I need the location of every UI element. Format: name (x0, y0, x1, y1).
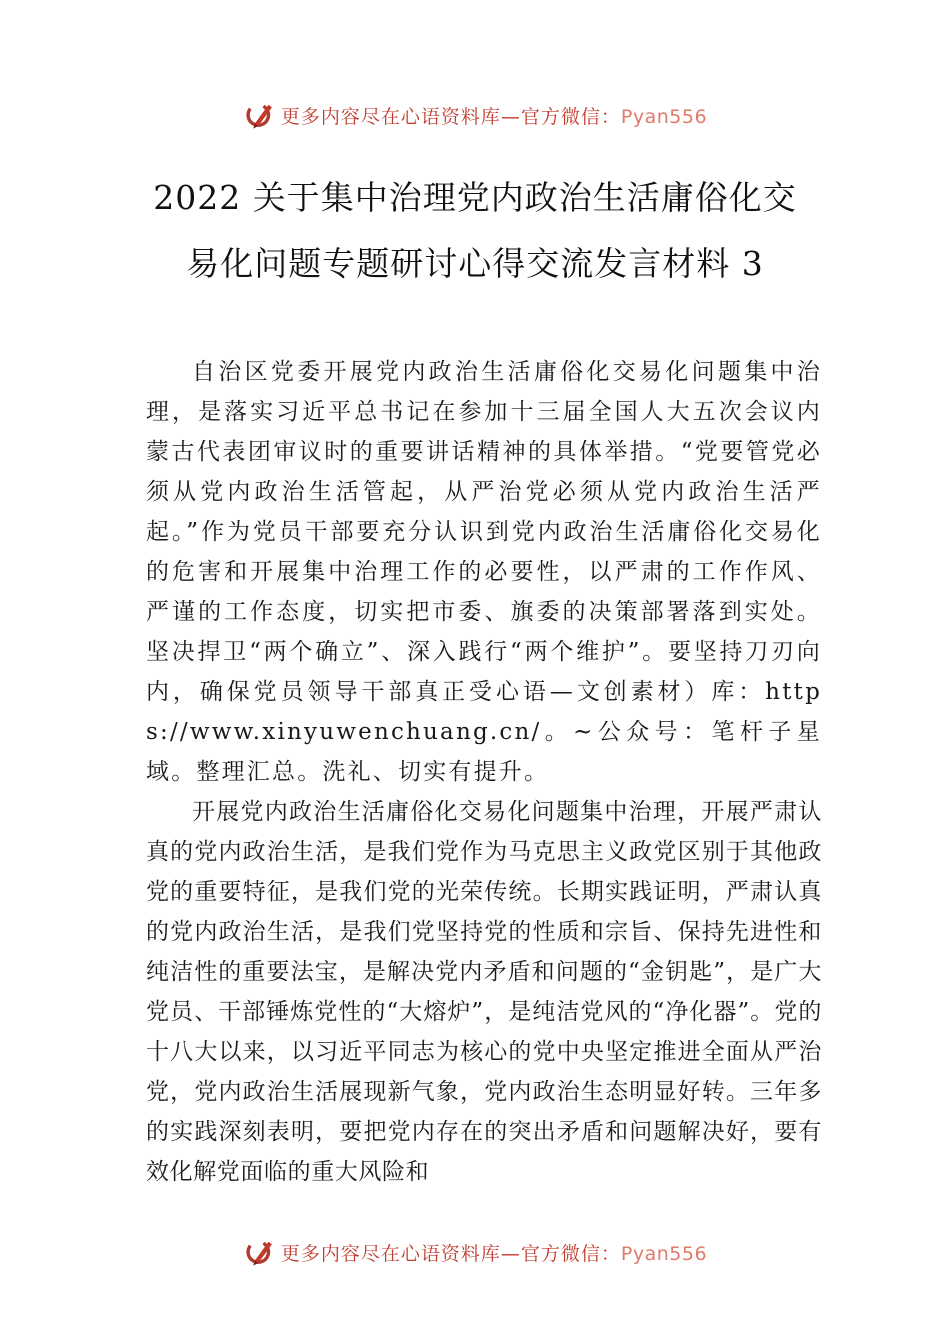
banner-wechat-handle: Pyan556 (620, 105, 708, 128)
banner-slogan: 更多内容尽在心语资料库—官方微信： (280, 1242, 621, 1265)
pen-logo-icon (243, 1235, 277, 1269)
paragraph-1: 自治区党委开展党内政治生活庸俗化交易化问题集中治理，是落实习近平总书记在参加十三届全国人大五次会议内蒙古代表团审议时的重要讲话精神的具体举措。“党要管党必须从党内政治生活管起，从严治党必须从党内政治生活严起。”作为党员干部要充分认识到党内政治生活庸俗化交易化的危害和开展集中治理工作的必要性，以严肃的工作作风、严谨的工作态度，切实把市委、旗委的决策部署落到实处。坚决捍卫“两个确立”、深入践行“两个维护”。要坚持刀刃向内，确保党员领导干部真正受心语—文创素材）库：https://www.xinyuwenchuang.cn/。~公众号：笔杆子星域。整理汇总。洗礼、切实有提升。 (146, 359, 822, 785)
paragraph-2: 开展党内政治生活庸俗化交易化问题集中治理，开展严肃认真的党内政治生活，是我们党作为马克思主义政党区别于其他政党的重要特征，是我们党的光荣传统。长期实践证明，严肃认真的党内政治生活，是我们党坚持党的性质和宗旨、保持先进性和纯洁性的重要法宝，是解决党内矛盾和问题的“金钥匙”，是广大党员、干部锤炼党性的“大熔炉”，是纯洁党风的“净化器”。党的十八大以来，以习近平同志为核心的党中央坚定推进全面从严治党，党内政治生活展现新气象，党内政治生态明显好转。三年多的实践深刻表明，要把党内存在的突出矛盾和问题解决好，要有效化解党面临的重大风险和 (146, 799, 822, 1185)
footer-banner (0, 1232, 950, 1272)
title-line-2: 易化问题专题研讨心得交流发言材料 3 (186, 244, 764, 283)
document-body (146, 352, 822, 1192)
banner-text (281, 1239, 707, 1266)
pen-logo-icon (243, 98, 277, 132)
header-banner (0, 95, 950, 135)
banner-slogan: 更多内容尽在心语资料库—官方微信： (280, 105, 621, 128)
title-line-1: 2022 关于集中治理党内政治生活庸俗化交 (153, 178, 797, 217)
document-title (60, 165, 890, 297)
banner-wechat-handle: Pyan556 (620, 1242, 708, 1265)
banner-text (281, 102, 707, 129)
